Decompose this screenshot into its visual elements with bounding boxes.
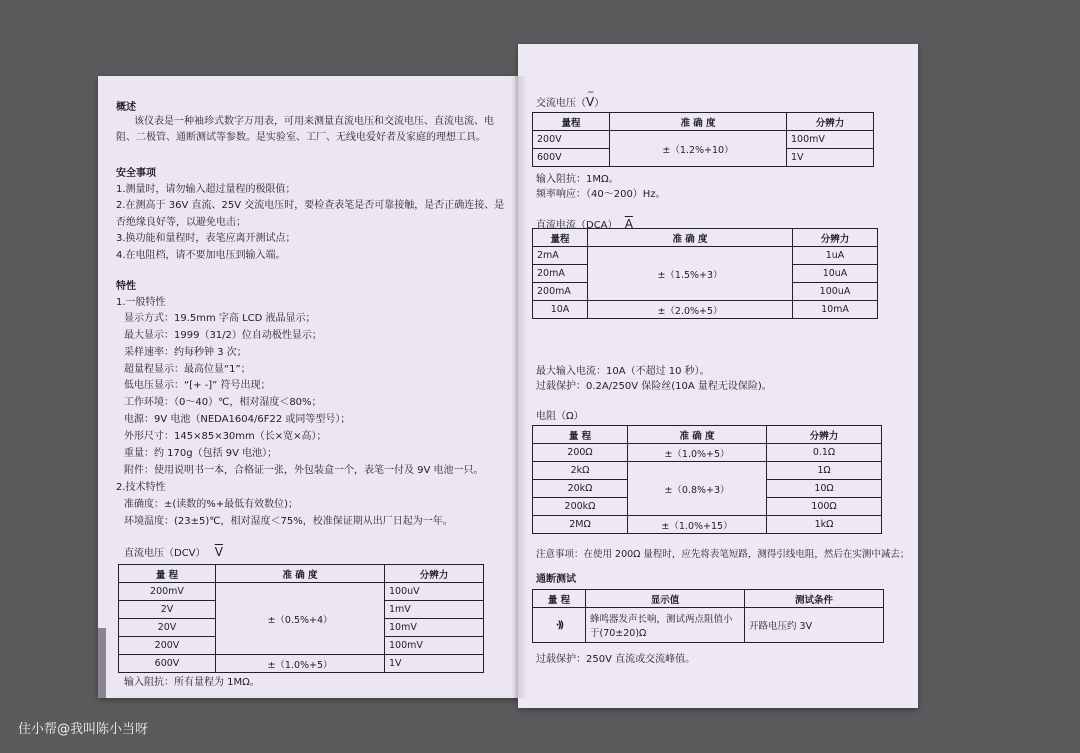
table-row: 2kΩ ±（0.8%+3） 1Ω [533, 462, 882, 480]
dca-title: 直流电流（DCA） $\overline{A}$ [536, 217, 633, 231]
page-edge [98, 628, 106, 698]
table-row: 20V 10mV [119, 619, 484, 637]
general-line: 超量程显示：最高位显“1”； [124, 364, 251, 375]
safety-line: 3.换功能和量程时，表笔应离开测试点； [116, 233, 296, 244]
overview-line: 阻、二极管、通断测试等参数。是实验室、工厂、无线电爱好者及家庭的理想工具。 [116, 132, 486, 143]
dc-current-icon: $\overline{A}$ [624, 217, 633, 231]
dcv-table [118, 564, 484, 673]
table-header-row: 量程 准 确 度 分辨力 [533, 113, 874, 131]
dca-table [532, 214, 878, 319]
safety-line: 2.在测高于 36V 直流、25V 交流电压时，要检查表笔是否可靠接触，是否正确连接、是 [116, 200, 505, 211]
general-line: 最大显示：1999（31/2）位自动极性显示； [124, 330, 322, 341]
buzzer-icon: ·)) [555, 619, 563, 631]
general-title: 1.一般特性 [116, 297, 166, 308]
table-row: 200mV ±（0.5%+4） 100uV [119, 583, 484, 601]
table-header-row: 量 程 显示值 测试条件 [533, 590, 884, 608]
acv-note: 频率响应：（40～200）Hz。 [536, 189, 666, 200]
ac-voltage-icon: ~ V [586, 88, 595, 109]
general-line: 电源：9V 电池（NEDA1604/6F22 或同等型号）； [124, 414, 351, 425]
table-row: 600V 1V [533, 149, 874, 167]
acv-note: 输入阻抗：1MΩ。 [536, 174, 619, 185]
continuity-title: 通断测试 [536, 574, 576, 585]
table-row: 600V ±（1.0%+5） 1V [119, 655, 484, 673]
table-row: 200V ±（1.2%+10） 100mV [533, 131, 874, 149]
acv-title: 交流电压（ ~ V） [536, 88, 605, 109]
general-line: 附件：使用说明书一本，合格证一张，外包装盒一个，表笔一付及 9V 电池一只。 [124, 465, 484, 476]
safety-line: 4.在电阻档，请不要加电压到输入端。 [116, 250, 286, 261]
table-row: ·)) 蜂鸣器发声长响，测试两点阻值小 于(70±20)Ω 开路电压约 3V [533, 608, 884, 643]
table-header-row: 量 程 准 确 度 分辨力 [119, 565, 484, 583]
table-row: 200V 100mV [119, 637, 484, 655]
features-title: 特性 [116, 281, 136, 292]
ohm-title: 电阻（Ω） [536, 411, 584, 422]
ohm-note: 注意事项：在使用 200Ω 量程时，应先将表笔短路，测得引线电阻，然后在实测中减去； [536, 549, 910, 560]
ohm-table [532, 425, 882, 534]
general-line: 显示方式：19.5mm 字高 LCD 液晶显示； [124, 313, 316, 324]
general-line: 重量：约 170g（包括 9V 电池）； [124, 448, 278, 459]
acv-table [532, 112, 874, 167]
tech-title: 2.技术特性 [116, 482, 166, 493]
table-row: 20kΩ 10Ω [533, 480, 882, 498]
safety-line: 1.测量时，请勿输入超过量程的极限值； [116, 184, 296, 195]
dc-voltage-icon: $\overline{V}$ [214, 545, 223, 559]
dca-note: 过载保护：0.2A/250V 保险丝(10A 量程无设保险)。 [536, 381, 772, 392]
left-manual-page [98, 76, 518, 698]
dca-note: 最大输入电流：10A（不超过 10 秒）。 [536, 366, 710, 377]
general-line: 外形尺寸：145×85×30mm（长×宽×高）； [124, 431, 327, 442]
continuity-note: 过载保护：250V 直流或交流峰值。 [536, 654, 696, 665]
table-header-row: 量程 准 确 度 分辨力 [533, 229, 878, 247]
overview-title: 概述 [116, 102, 136, 113]
dcv-note: 输入阻抗：所有量程为 1MΩ。 [124, 677, 260, 688]
continuity-table [532, 589, 884, 643]
table-row: 200kΩ 100Ω [533, 498, 882, 516]
safety-title: 安全事项 [116, 168, 156, 179]
safety-line: 否绝缘良好等，以避免电击； [116, 217, 246, 228]
table-row: 200Ω ±（1.0%+5） 0.1Ω [533, 444, 882, 462]
page-fold-shadow [511, 76, 527, 698]
right-manual-page [518, 44, 918, 708]
table-row: 2mA ±（1.5%+3） 1uA [533, 247, 878, 265]
table-row: 2V 1mV [119, 601, 484, 619]
table-row: 20mA 10uA [533, 265, 878, 283]
tech-line: 准确度：±(读数的%+最低有效数位)； [124, 499, 299, 510]
general-line: 低电压显示：“[+ -]” 符号出现； [124, 380, 271, 391]
table-header-row: 量 程 准 确 度 分辨力 [533, 426, 882, 444]
table-row: 2MΩ ±（1.0%+15） 1kΩ [533, 516, 882, 534]
general-line: 工作环境：（0～40）℃，相对湿度＜80%； [124, 397, 322, 408]
table-row: 200mA 100uA [533, 283, 878, 301]
watermark: 住小帮@我叫陈小当呀 [18, 722, 149, 737]
dcv-title: 直流电压（DCV） $\overline{V}$ [124, 545, 223, 559]
overview-line: 该仪表是一种袖珍式数字万用表，可用来测量直流电压和交流电压、直流电流、电 [134, 116, 494, 127]
general-line: 采样速率：约每秒钟 3 次； [124, 347, 247, 358]
table-row: 10A ±（2.0%+5） 10mA [533, 301, 878, 319]
tech-line: 环境温度：(23±5)℃，相对湿度＜75%，校准保证期从出厂日起为一年。 [124, 516, 453, 527]
